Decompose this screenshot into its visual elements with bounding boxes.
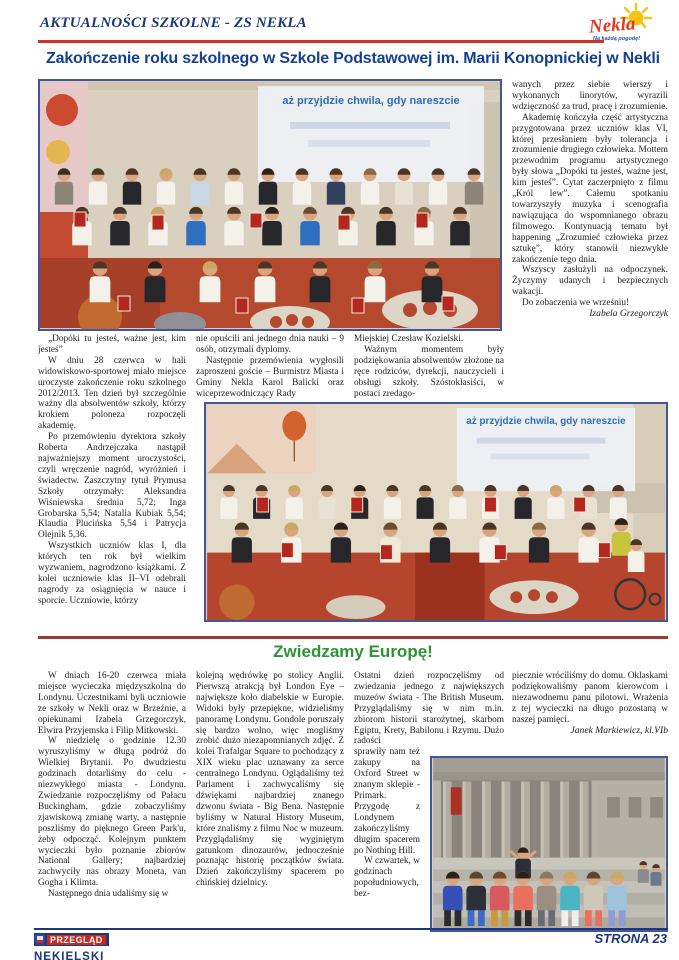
article2-column1 xyxy=(38,671,186,928)
page-number: STRONA 23 xyxy=(594,931,667,946)
article1-column3 xyxy=(354,334,504,400)
paragraph: Następnie przemówienia wygłosili zaproszeni goście – Burmistrz Miasta i Gminy Nekla Karol Balicki oraz wiceprzewodniczący Rady xyxy=(196,355,344,399)
paragraph: Następnego dnia udaliśmy się w xyxy=(48,889,169,900)
article1-title: Zakończenie roku szkolnego w Szkole Podstawowej im. Marii Konopnickiej w Nekli xyxy=(46,50,660,67)
article2-title: Zwiedzamy Europę! xyxy=(273,642,433,661)
paragraph: Ważnym momentem były podziękowania absolwentów złożone na ręce rodziców, dyrekcji, nauczycieli i obsługi szkoły. Szóstoklasiści, w postaci zredago- xyxy=(354,344,504,399)
paragraph: W dniach 16-20 czerwca miała miejsce wycieczka międzyszkolna do Londynu. Uczestnikami byli uczniowie ze szkoły w Nekli oraz w Brzeźnie, a opiekunami Izabela Grzegorczyk, Elwira Przyjemska i Filip Mitkowski. xyxy=(38,671,186,736)
paragraph: Ostatni dzień rozpoczęliśmy od zwiedzania jednego z największych muzeów świata - The British Museum. Przyglądaliśmy się w nim m.in. zbiorom historii starożytnej, skarbom Egiptu, Krety, Babilonu i Rzymu. Dużo radości xyxy=(354,671,504,747)
footer-brand xyxy=(34,932,109,960)
paragraph: Po przemówieniu dyrektora szkoły Roberta Andrzejczaka nastąpił najważniejszy moment uroczystości, czyli wręczenie nagród, wyróżnień i świadectw. Zaszczytny tytuł Prymusa Szkoły otrzymały: Aleksandra Wiśniewska średnia 5,72; Inga Grobarska 5,54; Natalia Kubiak 5,54; Klaudia Plucińska 5,54 i Patrycja Olejnik 5,36. xyxy=(38,432,186,541)
logo-wordmark: Nekla xyxy=(588,13,637,38)
paragraph: W niedzielę o godzinie 12.30 wyruszyliśmy w długą podróż do Wielkiej Brytanii. Po dwudziestu godzinach dotarliśmy do celu - niezwykłego miasta - Londynu. Zwiedzanie rozpoczęliśmy od Pałacu Buckingham, gdzie zobaczyliśmy zjawiskową zmianę warty, a następnie poszliśmy do pięknego Green Park'u, żeby odpocząć. Kolejnym punktem wycieczki było poznanie zbiorów National Gallery; najbardziej zachwyciły nas obrazy Moneta, van Gogha i Klimta. xyxy=(38,736,186,889)
paragraph: W dniu 28 czerwca w hali widowiskowo-sportowej miało miejsce uroczyste zakończenie roku szkolnego 2012/2013. Ten dzień był szczególnie ważny dla absolwentów szkoły, którzy krokiem poloneza rozpoczęli akademię. xyxy=(38,355,186,432)
footer-rule xyxy=(34,928,668,930)
article2-column4 xyxy=(512,671,668,755)
photo-assembly-group2 xyxy=(204,402,668,622)
paragraph: Miejskiej Czesław Kozielski. xyxy=(354,334,464,344)
paragraph: Akademię kończyła część artystyczna przygotowana przez uczniów klas VI, której przesłaniem były tolerancja i zrozumienie drugiego człowieka. Mottem przewodnim programu artystycznego były słowa „Dopóki tu jesteś, ważne jest, kim jesteś”. Cytat zaczerpnięto z filmu „Król lew”. Całemu spotkaniu towarzyszyły muzyka i scenografia nawiązująca do wspomnianego obrazu filmowego. Kontynuacją tematu był happening „Zrozumieć człowieka przez sztukę”, który stanowił niezwykłe zakończenie tego dnia. xyxy=(512,112,668,265)
brand-name-bottom: NEKIELSKI xyxy=(34,951,105,960)
photo-london-trip xyxy=(430,756,668,932)
article1-column4 xyxy=(512,80,668,384)
masthead: AKTUALNOŚCI SZKOLNE - ZS NEKLA xyxy=(40,15,307,31)
article2-column2 xyxy=(196,671,344,928)
section-divider-rule xyxy=(38,636,668,639)
paragraph: sprawiły nam też zakupy na Oxford Street w znanym sklepie - Primark. Przygodę z Londynem zakończyliśmy długim spacerem po Nothing Hill. xyxy=(354,747,420,856)
author-signature: Izabela Grzegorczyk xyxy=(589,308,668,320)
paragraph: piecznie wróciliśmy do domu. Oklaskami podziękowaliśmy panom kierowcom i niezawodnemu panu pilotowi. Wrażenia z tej wycieczki na długo pozostaną w naszej pamięci. xyxy=(512,671,668,725)
photo1-banner-text: aż przyjdzie chwila, gdy nareszcie xyxy=(282,95,460,107)
paragraph: Wszyscy zasłużyli na odpoczynek. Życzymy udanych i bezpiecznych wakacji. xyxy=(512,265,668,298)
crest-icon xyxy=(35,934,45,945)
paragraph: nie opuścili ani jednego dnia nauki – 9 osób, otrzymali dyplomy. xyxy=(196,334,344,355)
paragraph: Wszystkich uczniów klas I, dla których ten rok był wielkim wyzwaniem, nagrodzono książkami. Z kolei uczniowie klas II–VI odebrali nagrody za osiągnięcia w nauce i sporcie. Uczniowie, którzy xyxy=(38,541,186,606)
article1-column2 xyxy=(196,334,344,400)
logo-tagline: Na każdą pogodę! xyxy=(593,36,641,42)
paragraph: Do zobaczenia we wrześniu! xyxy=(522,298,630,309)
brand-name-top: PRZEGLĄD xyxy=(47,935,106,945)
author-signature: Janek Markiewicz, kl.VIb xyxy=(570,724,668,736)
article1-column1 xyxy=(38,334,186,622)
photo2-illustration xyxy=(206,404,666,620)
paragraph: „Dopóki tu jesteś, ważne jest, kim jesteś” xyxy=(38,334,186,355)
paragraph: W czwartek, w godzinach popołudniowych, bez- xyxy=(354,856,420,900)
paragraph: kolejną wędrówkę po stolicy Anglii. Pierwszą atrakcją był London Eye – największe koło diabelskie w Europie. Widoki były przepiękne, widzieliśmy panoramę Londynu. Gondole poruszały się bardzo wolno, więc mogliśmy zrobić dużo niezapomnianych zdjęć. Z kolei Trafalgar Square to pochodzący z XIX wieku plac uznawany za serce centralnego Londynu. Oglądaliśmy też Parlament i zachwycaliśmy się dźwiękami najbardziej znanego dzwonu świata - Big Bena. Następnie byliśmy w Natural History Museum, które znaliśmy z filmu Noc w muzeum. Przyglądaliśmy się wyginiętym gatunkom dinozaurów, jednocześnie poznając historię początków świata. Dzień zakończyliśmy spacerem po chińskiej dzielnicy. xyxy=(196,671,344,889)
paragraph: wanych przez siebie wierszy i wykonanych linorytów, wyrazili wdzięczność za trud, pracę i zrozumienie. xyxy=(512,80,668,112)
header-rule xyxy=(38,40,604,43)
photo-assembly-group1 xyxy=(38,79,502,331)
nekla-logo xyxy=(585,2,673,48)
photo2-banner-text: aż przyjdzie chwila, gdy nareszcie xyxy=(466,415,626,427)
photo1-illustration xyxy=(40,81,500,329)
photo3-illustration xyxy=(432,758,666,930)
